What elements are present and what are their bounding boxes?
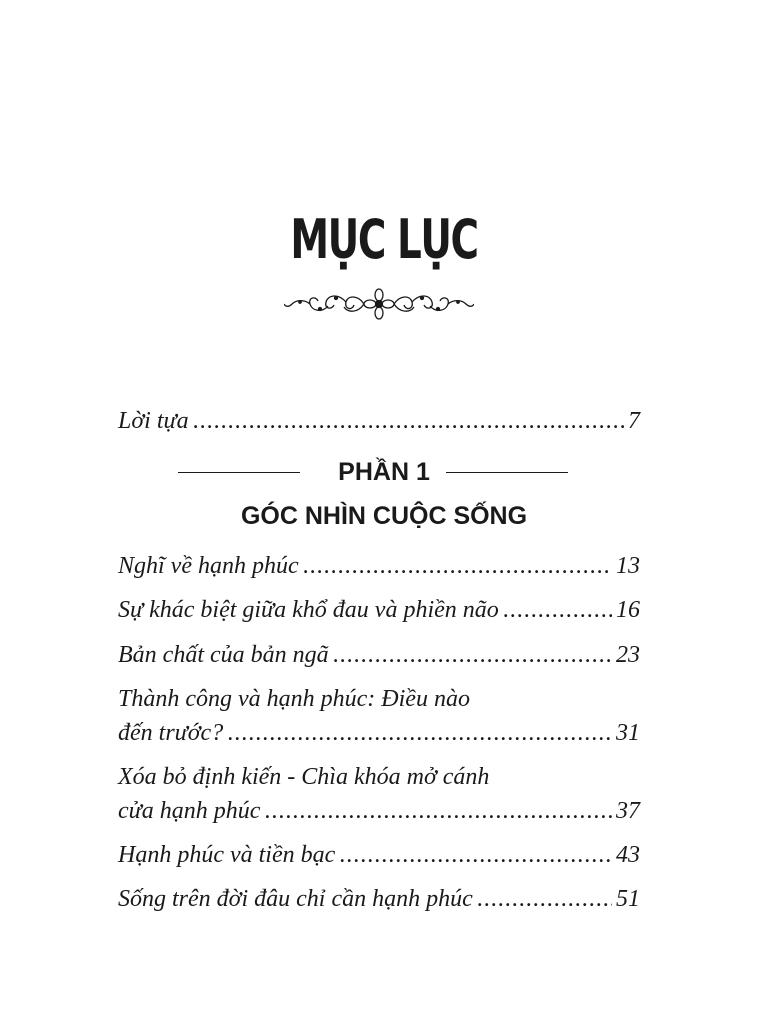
- part-header: [0, 452, 768, 492]
- toc-entry[interactable]: [118, 593, 640, 627]
- toc-entry-title: Nghĩ về hạnh phúc: [118, 553, 299, 579]
- toc-entry-title-continued: cửa hạnh phúc: [118, 798, 261, 824]
- toc-entry-title: Thành công và hạnh phúc: Điều nào: [118, 686, 470, 712]
- toc-entry[interactable]: [118, 682, 640, 750]
- floral-ornament-icon: [284, 287, 474, 321]
- toc-page-number: 37: [616, 798, 640, 824]
- part-title: GÓC NHÌN CUỘC SỐNG: [240, 502, 528, 530]
- toc-entry-title: Sống trên đời đâu chỉ cần hạnh phúc: [118, 886, 473, 912]
- toc-page-number: 31: [616, 720, 640, 746]
- toc-entry-title: Sự khác biệt giữa khổ đau và phiền não: [118, 597, 499, 623]
- toc-page-number: 7: [628, 408, 640, 434]
- toc-entry-title: Xóa bỏ định kiến - Chìa khóa mở cánh: [118, 764, 490, 790]
- toc-entry-preface[interactable]: [118, 404, 640, 438]
- dot-leader: [227, 716, 612, 750]
- toc-page-number: 23: [616, 642, 640, 668]
- toc-page-number: 13: [616, 553, 640, 579]
- toc-page-number: 51: [616, 886, 640, 912]
- toc-entry[interactable]: [118, 549, 640, 583]
- toc-entry[interactable]: [118, 838, 640, 872]
- dot-leader: [339, 838, 612, 872]
- dot-leader: [193, 404, 624, 438]
- part-label: PHẦN 1: [338, 458, 430, 486]
- toc-entry[interactable]: [118, 882, 640, 916]
- toc-entry-title: Hạnh phúc và tiền bạc: [118, 842, 336, 868]
- toc-entry-title: Lời tựa: [118, 408, 189, 434]
- dot-leader: [333, 638, 612, 672]
- page-title: MỤC LỤC: [290, 208, 478, 271]
- dot-leader: [477, 882, 612, 916]
- toc-entry-title-continued: đến trước?: [118, 720, 224, 746]
- toc-entry[interactable]: [118, 760, 640, 828]
- dot-leader: [303, 549, 612, 583]
- dot-leader: [264, 794, 612, 828]
- toc-page-number: 43: [616, 842, 640, 868]
- dot-leader: [503, 593, 612, 627]
- toc-entry[interactable]: [118, 638, 640, 672]
- toc-page-number: 16: [616, 597, 640, 623]
- toc-entry-title: Bản chất của bản ngã: [118, 642, 329, 668]
